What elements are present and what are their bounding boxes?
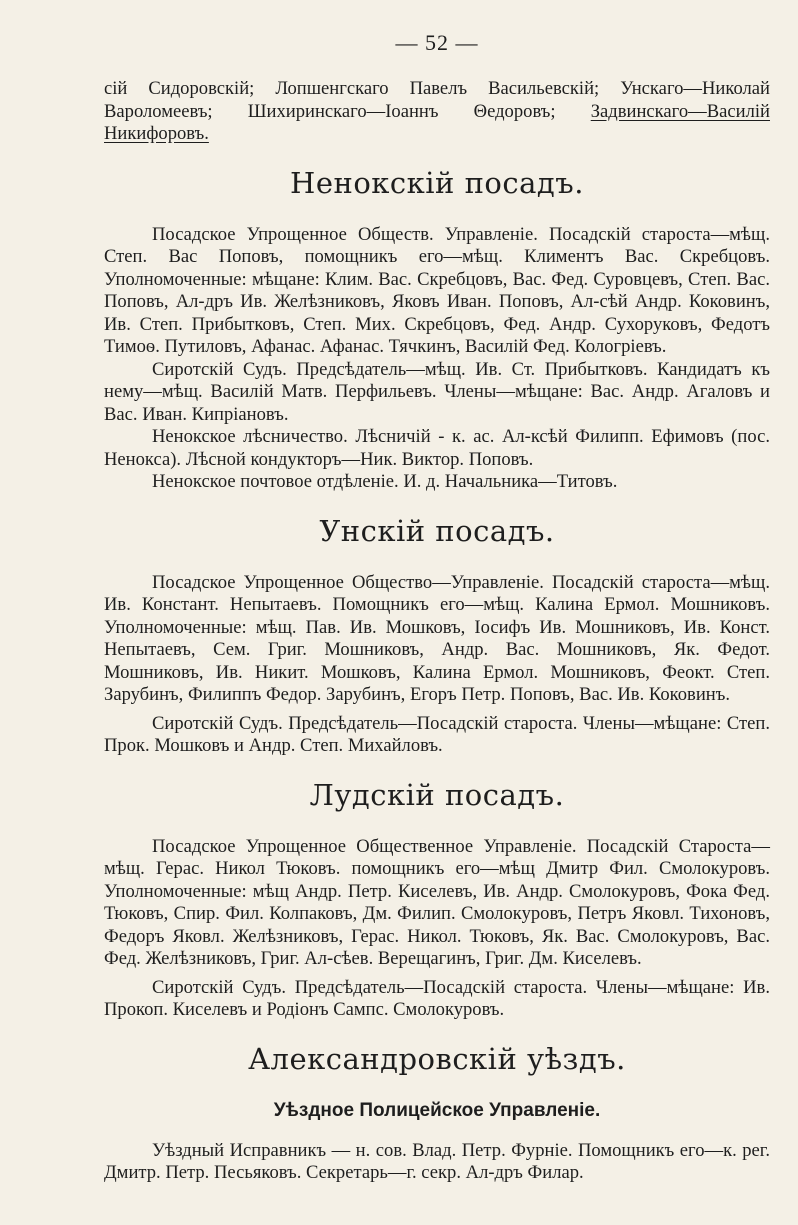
page-number: — 52 — (395, 30, 479, 55)
paragraph-ludsky-orphan-court: Сиротскій Судъ. Предсѣдатель—Посадскій староста. Члены—мѣщане: Ив. Прокоп. Киселевъ и Родіонъ Сампс. Смолокуровъ. (104, 976, 770, 1020)
intro-paragraph (104, 78, 770, 146)
paragraph-nenoksky-orphan-court: Сиротскій Судъ. Предсѣдатель—мѣщ. Ив. Ст. Прибытковъ. Кандидатъ къ нему—мѣщ. Василій Матв. Перфильевъ. Члены—мѣщане: Вас. Андр. Агаловъ и Вас. Иван. Кипріановъ. (104, 358, 770, 425)
section-title-ludsky: Лудскій посадъ. (309, 777, 565, 812)
paragraph-ludsky-administration: Посадское Упрощенное Общественное Управленіе. Посадскій Староста—мѣщ. Герас. Никол Тюковъ. помощникъ его—мѣщ Дмитр Фил. Смолокуровъ. Уполномоченные: мѣщ Андр. Петр. Киселевъ, Ив. Андр. Смолокуровъ, Фока Фед. Тюковъ, Спир. Фил. Колпаковъ, Дм. Филип. Смолокуровъ, Петръ Яковл. Тихоновъ, Федоръ Яковл. Желѣзниковъ, Герас. Никол. Тюковъ, Як. Вас. Смолокуровъ, Вас. Фед. Желѣзниковъ, Григ. Ал-сѣев. Верещагинъ, Григ. Дм. Киселевъ. (104, 835, 770, 969)
paragraph-unsky-orphan-court: Сиротскій Судъ. Предсѣдатель—Посадскій староста. Члены—мѣщане: Степ. Прок. Мошковъ и Андр. Степ. Михайловъ. (104, 712, 770, 756)
section-title-unsky: Унскій посадъ. (319, 513, 555, 548)
district-title: Александровскій уѣздъ. (248, 1041, 626, 1076)
paragraph-nenoksky-forestry: Ненокское лѣсничество. Лѣсничій - к. ас. Ал-ксѣй Филипп. Ефимовъ (пос. Ненокса). Лѣсной кондукторъ—Ник. Виктор. Поповъ. (104, 426, 770, 470)
paragraph-unsky-administration: Посадское Упрощенное Общество—Управленіе. Посадскій староста—мѣщ. Ив. Констант. Непытаевъ. Помощникъ его—мѣщ. Калина Ермол. Мошниковъ. Уполномоченные: мѣщ. Пав. Ив. Мошковъ, Іосифъ Ив. Мошниковъ, Ив. Конст. Непытаевъ, Сем. Григ. Мошниковъ, Андр. Вас. Мошниковъ, Як. Федот. Мошниковъ, Ив. Никит. Мошковъ, Калина Ермол. Мошниковъ, Феокт. Степ. Зарубинъ, Филиппъ Федор. Зарубинъ, Егоръ Петр. Поповъ, Вас. Ив. Коковинъ. (104, 571, 770, 705)
paragraph-district-police: Уѣздный Исправникъ — н. сов. Влад. Петр. Фурніе. Помощникъ его—к. рег. Дмитр. Петр. Песьяковъ. Секретарь—г. секр. Ал-дръ Филар. (104, 1139, 770, 1183)
district-subtitle: Уѣздное Полицейское Управленіе. (273, 1099, 601, 1121)
intro-underlined-text: Задвинскаго—Василій Никифоровъ. (104, 100, 770, 144)
section-title-nenoksky: Ненокскій посадъ. (290, 165, 584, 200)
paragraph-nenoksky-administration: Посадское Упрощенное Обществ. Управленіе. Посадскій староста—мѣщ. Степ. Вас Поповъ, помощникъ его—мѣщ. Климентъ Вас. Скребцовъ. Уполномоченные: мѣщане: Клим. Вас. Скребцовъ, Вас. Фед. Суровцевъ, Степ. Вас. Поповъ, Ал-дръ Ив. Желѣзниковъ, Яковъ Иван. Поповъ, Ал-сѣй Андр. Коковинъ, Ив. Степ. Прибытковъ, Степ. Мих. Скребцовъ, Фед. Андр. Сухоруковъ, Федотъ Тимоѳ. Путиловъ, Афанас. Афанас. Тячкинъ, Василій Фед. Кологріевъ. (104, 223, 770, 357)
intro-text: сій Сидоровскій; Лопшенгскаго Павелъ Васильевскій; Унскаго—Николай Вароломеевъ; Шихиринскаго—Іоаннъ Θедоровъ; (104, 78, 770, 122)
paragraph-nenoksky-post-office: Ненокское почтовое отдѣленіе. И. д. Начальника—Титовъ. (152, 471, 618, 492)
